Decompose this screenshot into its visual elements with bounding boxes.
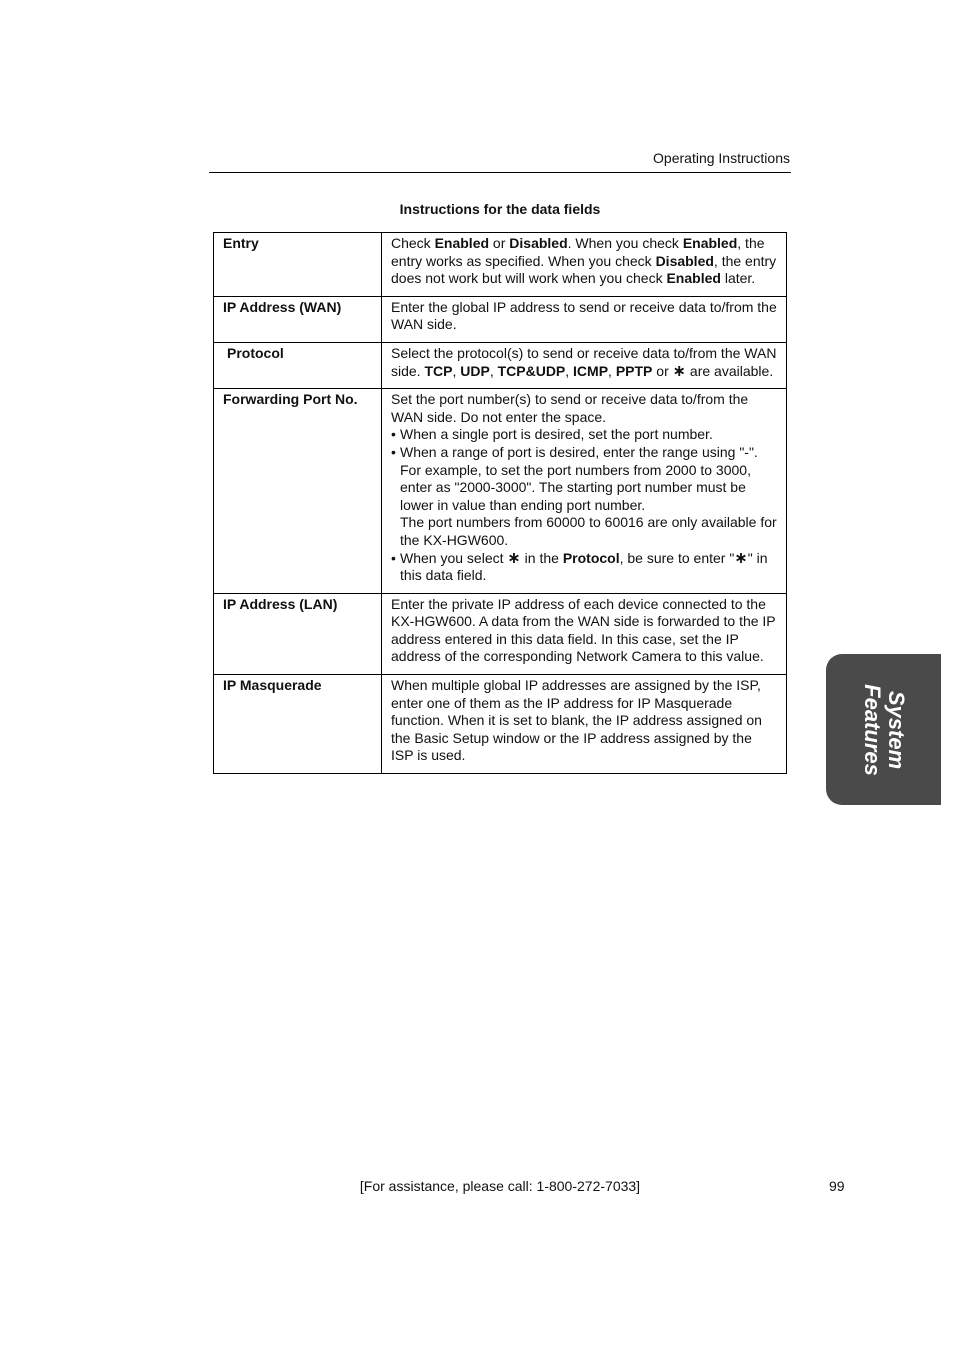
section-title: Instructions for the data fields [399,201,601,217]
asterisk-icon: ∗ [734,549,748,567]
field-desc-entry [382,233,787,297]
table-row [214,389,787,594]
text: later. [720,270,756,287]
data-fields-table [213,232,787,774]
bold-text: Enabled [682,235,738,251]
header-rule [209,172,791,173]
text: , [452,362,461,379]
bold-text: TCP&UDP [497,362,566,379]
field-desc-ip-wan: Enter the global IP address to send or receive data to/from the WAN side. [382,296,787,342]
text: are available. [686,362,774,379]
field-desc-ip-lan: Enter the private IP address of each device connected to the KX-HGW600. A data from the WAN side is forwarded to the IP address entered in this data field. In this case, set the IP address of the corresponding Network Camera to this value. [382,593,787,674]
field-name-entry: Entry [214,233,382,297]
text: , [489,362,498,379]
footer-assistance: [For assistance, please call: 1-800-272-7033] [359,1178,641,1194]
table-row [214,296,787,342]
text: . When you check [567,235,683,251]
text: or [489,235,510,251]
bold-text: Disabled [509,235,568,251]
section-side-tab [826,654,941,805]
table-row [214,675,787,774]
field-desc-ip-masquerade: When multiple global IP addresses are assigned by the ISP, enter one of them as the IP address for IP Masquerade function. When it is set to blank, the IP address assigned on the Basic Setup window or the IP address assigned by the ISP is used. [382,675,787,774]
bullet-note: The port numbers from 60000 to 60016 are only available for the KX-HGW600. [400,514,777,548]
bold-text: PPTP [615,362,653,379]
bold-text: Disabled [655,252,714,269]
text: Select the protocol(s) to send or receive data to/from the WAN side. [391,344,777,379]
bold-text: Enabled [666,270,721,287]
text: Check [391,235,435,251]
text: , the entry does not work but will work when you check [391,252,777,287]
table-row [214,593,787,674]
bold-text: ICMP [573,362,609,379]
text: , the entry works as specified. When you check [391,235,765,269]
field-name-ip-wan: IP Address (WAN) [214,296,382,342]
bold-text: Enabled [434,235,490,251]
field-name-ip-lan: IP Address (LAN) [214,593,382,674]
text: or [652,362,673,379]
page-number: 99 [829,1178,845,1194]
table-row [214,342,787,388]
field-name-ip-masquerade: IP Masquerade [214,675,382,774]
field-name-forwarding-port: Forwarding Port No. [214,389,382,594]
side-tab-line: Features [859,683,885,776]
bullet-item: • When a single port is desired, set the port number. [391,426,777,444]
text: , [565,362,574,379]
field-desc-forwarding-port [382,389,787,594]
text: , be sure to enter " [619,549,735,566]
bold-text: Protocol [562,549,620,566]
field-desc-protocol [382,342,787,388]
text: " in this data field. [400,549,768,584]
text: When you select [400,549,508,566]
intro-text: Set the port number(s) to send or receive data to/from the WAN side. Do not enter the space. [391,391,749,425]
bullet-item [391,550,777,585]
asterisk-icon: ∗ [507,549,521,567]
bold-text: UDP [460,362,490,379]
bold-text: TCP [424,362,453,379]
side-tab-label [860,684,908,776]
field-name-protocol: Protocol [214,342,382,388]
asterisk-icon: ∗ [672,362,687,380]
table-row [214,233,787,297]
text: in the [520,549,563,566]
running-header: Operating Instructions [653,150,790,166]
bullet-item: • When a range of port is desired, enter the range using "-". For example, to set the port numbers from 2000 to 3000, enter as "2000-3000". The starting port number must be lower in value than ending port number. [391,444,777,514]
text: , [608,362,616,379]
side-tab-line: System [883,690,909,769]
